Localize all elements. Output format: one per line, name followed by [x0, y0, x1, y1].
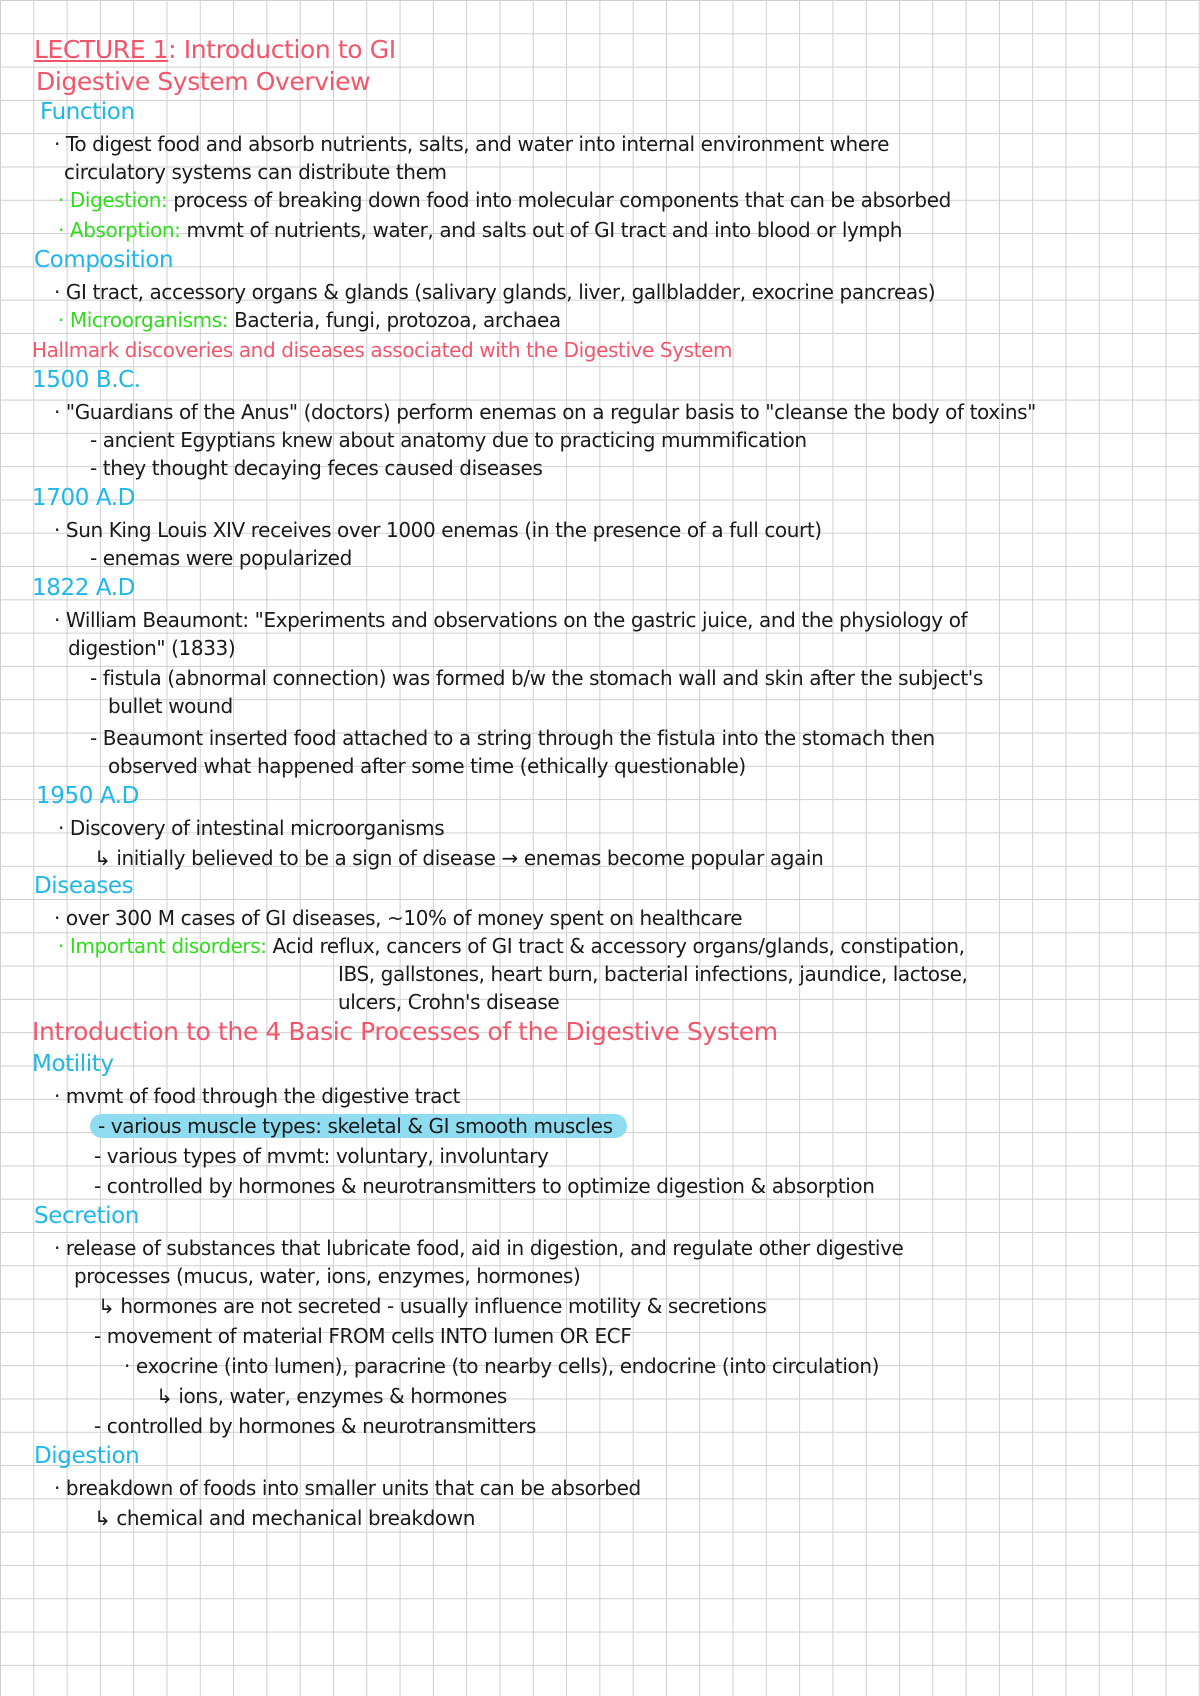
- lecture-number: LECTURE 1: [34, 35, 169, 64]
- ad1822-line-5: - Beaumont inserted food attached to a string through the fistula into the stomach then: [90, 726, 935, 750]
- bc1500-line-1: · "Guardians of the Anus" (doctors) perform enemas on a regular basis to "cleanse the body of toxins": [54, 400, 1036, 424]
- microorganisms-definition: [58, 306, 561, 334]
- important-disorders: [58, 932, 965, 960]
- secretion-line-3: ↳ hormones are not secreted - usually influence motility & secretions: [98, 1294, 767, 1318]
- heading-secretion: Secretion: [34, 1203, 139, 1229]
- heading-1822-ad: 1822 A.D: [32, 575, 135, 601]
- hallmark-heading: Hallmark discoveries and diseases associated with the Digestive System: [32, 338, 733, 362]
- ad1822-line-3: - fistula (abnormal connection) was formed b/w the stomach wall and skin after the subject's: [90, 666, 983, 690]
- highlighted-muscle-types: - various muscle types: skeletal & GI smooth muscles: [90, 1114, 627, 1138]
- motility-line-2: [90, 1112, 627, 1140]
- intro-heading: Introduction to the 4 Basic Processes of the Digestive System: [32, 1017, 778, 1046]
- digestion-def: process of breaking down food into molecular components that can be absorbed: [167, 188, 951, 212]
- diseases-line-3: IBS, gallstones, heart burn, bacterial infections, jaundice, lactose,: [338, 962, 968, 986]
- secretion-line-4: - movement of material FROM cells INTO lumen OR ECF: [94, 1324, 632, 1348]
- heading-1700-ad: 1700 A.D: [32, 485, 135, 511]
- function-line-1: · To digest food and absorb nutrients, salts, and water into internal environment where: [54, 132, 890, 156]
- important-disorders-def: Acid reflux, cancers of GI tract & accessory organs/glands, constipation,: [266, 934, 965, 958]
- ad1950-line-1: · Discovery of intestinal microorganisms: [58, 816, 445, 840]
- secretion-line-7: - controlled by hormones & neurotransmitters: [94, 1414, 537, 1438]
- digestion-term: · Digestion:: [58, 188, 168, 212]
- ad1822-line-1: · William Beaumont: "Experiments and observations on the gastric juice, and the physiology of: [54, 608, 968, 632]
- heading-1500-bc: 1500 B.C.: [32, 367, 141, 393]
- diseases-line-1: · over 300 M cases of GI diseases, ~10% of money spent on healthcare: [54, 906, 743, 930]
- ad1822-line-4: bullet wound: [108, 694, 233, 718]
- secretion-line-1: · release of substances that lubricate food, aid in digestion, and regulate other digestive: [54, 1236, 904, 1260]
- secretion-line-6: ↳ ions, water, enzymes & hormones: [156, 1384, 507, 1408]
- heading-1950-ad: 1950 A.D: [36, 783, 139, 809]
- absorption-term: · Absorption:: [58, 218, 181, 242]
- ad1700-line-2: - enemas were popularized: [90, 546, 352, 570]
- ad1822-line-6: observed what happened after some time (ethically questionable): [108, 754, 746, 778]
- digestion-line-1: · breakdown of foods into smaller units that can be absorbed: [54, 1476, 641, 1500]
- motility-line-4: - controlled by hormones & neurotransmitters to optimize digestion & absorption: [94, 1174, 875, 1198]
- ad1700-line-1: · Sun King Louis XIV receives over 1000 enemas (in the presence of a full court): [54, 518, 822, 542]
- microorganisms-def: Bacteria, fungi, protozoa, archaea: [228, 308, 561, 332]
- heading-function: Function: [40, 99, 135, 125]
- bc1500-line-3: - they thought decaying feces caused diseases: [90, 456, 543, 480]
- composition-line-1: · GI tract, accessory organs & glands (salivary glands, liver, gallbladder, exocrine pancreas): [54, 280, 936, 304]
- absorption-def: mvmt of nutrients, water, and salts out of GI tract and into blood or lymph: [180, 218, 903, 242]
- digestion-definition: [58, 186, 951, 214]
- ad1822-line-2: digestion" (1833): [68, 636, 236, 660]
- ad1950-line-2: ↳ initially believed to be a sign of disease → enemas become popular again: [94, 846, 824, 870]
- diseases-line-4: ulcers, Crohn's disease: [338, 990, 560, 1014]
- secretion-line-2: processes (mucus, water, ions, enzymes, hormones): [74, 1264, 581, 1288]
- important-disorders-term: · Important disorders:: [58, 934, 267, 958]
- bc1500-line-2: - ancient Egyptians knew about anatomy due to practicing mummification: [90, 428, 807, 452]
- heading-composition: Composition: [34, 247, 174, 273]
- secretion-line-5: · exocrine (into lumen), paracrine (to nearby cells), endocrine (into circulation): [124, 1354, 880, 1378]
- absorption-definition: [58, 216, 902, 244]
- function-line-2: circulatory systems can distribute them: [64, 160, 447, 184]
- lecture-title: [34, 36, 396, 64]
- digestion-line-2: ↳ chemical and mechanical breakdown: [94, 1506, 475, 1530]
- microorganisms-term: · Microorganisms:: [58, 308, 229, 332]
- motility-line-3: - various types of mvmt: voluntary, involuntary: [94, 1144, 549, 1168]
- motility-line-1: · mvmt of food through the digestive tract: [54, 1084, 460, 1108]
- heading-digestion: Digestion: [34, 1443, 140, 1469]
- lecture-topic: Introduction to GI: [176, 35, 396, 64]
- heading-diseases: Diseases: [34, 873, 134, 899]
- heading-motility: Motility: [32, 1051, 114, 1077]
- section-title: Digestive System Overview: [36, 67, 371, 96]
- title-separator: :: [168, 35, 177, 64]
